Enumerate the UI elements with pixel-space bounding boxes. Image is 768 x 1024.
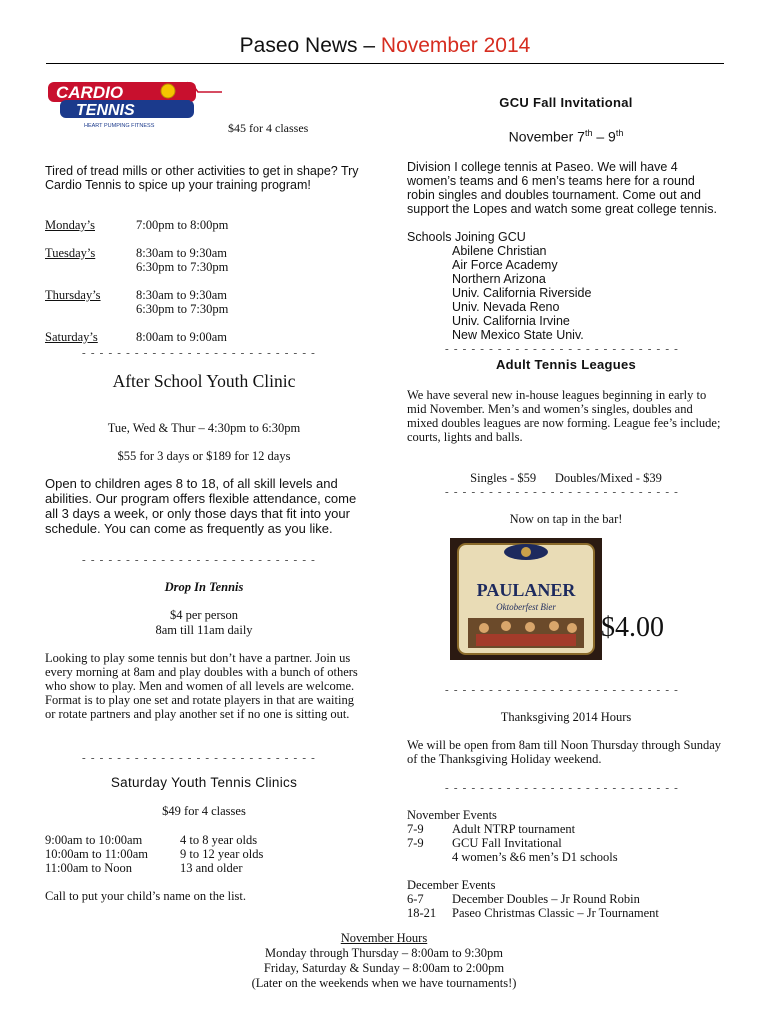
clinic-ages: 13 and older bbox=[180, 861, 243, 875]
event-dates: 7-9 bbox=[407, 822, 424, 836]
cardio-intro: Tired of tread mills or other activities to get in shape? Try Cardio Tennis to spice up your training program! bbox=[45, 164, 359, 192]
event-row bbox=[407, 836, 725, 850]
beer-scene-crowd bbox=[476, 634, 576, 646]
beer-scene-figure bbox=[525, 622, 535, 632]
december-events bbox=[407, 878, 725, 920]
title-prefix: Paseo News – bbox=[239, 34, 381, 57]
schedule-row bbox=[45, 218, 363, 232]
youth-clinic-body: Open to children ages 8 to 18, of all skill levels and abilities. Our program offers flexible attendance, come all 3 days a week, or only those days that fit into your schedule. You can come as frequently as you like. bbox=[45, 476, 357, 536]
beer-price: $4.00 bbox=[601, 612, 664, 643]
title-month: November 2014 bbox=[380, 34, 531, 57]
november-events-title: November Events bbox=[407, 808, 497, 822]
school-item: Air Force Academy bbox=[452, 258, 558, 272]
beer-sub: Oktoberfest Bier bbox=[496, 602, 556, 612]
cardio-schedule bbox=[45, 218, 363, 344]
november-hours bbox=[40, 931, 728, 991]
event-name: Adult NTRP tournament bbox=[452, 822, 576, 836]
divider: - - - - - - - - - - - - - - - - - - - - - - - - - - - bbox=[445, 684, 680, 696]
event-row bbox=[407, 850, 725, 864]
logo-word2: TENNIS bbox=[76, 102, 135, 119]
event-name: 4 women’s &6 men’s D1 schools bbox=[452, 850, 618, 864]
beer-scene-figure bbox=[567, 623, 577, 633]
gcu-title: GCU Fall Invitational bbox=[499, 95, 633, 110]
saturday-clinics-note: Call to put your child’s name on the list. bbox=[45, 889, 247, 903]
bar-text: Now on tap in the bar! bbox=[509, 512, 623, 526]
thanksgiving-title: Thanksgiving 2014 Hours bbox=[500, 710, 632, 724]
event-name: December Doubles – Jr Round Robin bbox=[452, 892, 640, 906]
event-dates: 18-21 bbox=[407, 906, 437, 920]
school-item: Univ. California Riverside bbox=[452, 286, 592, 300]
event-row bbox=[407, 906, 725, 920]
clinic-time: 10:00am to 11:00am bbox=[45, 847, 148, 861]
schedule-day: Thursday’s bbox=[45, 288, 101, 302]
schedule-time: 8:00am to 9:00am bbox=[136, 330, 227, 344]
clinic-row bbox=[45, 861, 363, 875]
beer-brand: PAULANER bbox=[476, 580, 576, 600]
schedule-row bbox=[45, 302, 363, 316]
beer-scene-figure bbox=[479, 623, 489, 633]
beer-scene-figure bbox=[501, 621, 511, 631]
event-dates: 6-7 bbox=[407, 892, 424, 906]
paulaner-beer-image bbox=[450, 538, 602, 660]
divider: - - - - - - - - - - - - - - - - - - - - - - - - - - - bbox=[445, 486, 680, 498]
gcu-dates bbox=[407, 124, 725, 146]
leagues-prices: Singles - $59 Doubles/Mixed - $39 bbox=[470, 471, 662, 485]
clinic-row bbox=[45, 847, 363, 861]
drop-in-title: Drop In Tennis bbox=[164, 580, 244, 594]
clinic-row bbox=[45, 833, 363, 847]
november-hours-line: (Later on the weekends when we have tournaments!) bbox=[251, 976, 517, 990]
gcu-date-start-sup: th bbox=[584, 128, 593, 138]
schedule-day: Saturday’s bbox=[45, 330, 98, 344]
divider: - - - - - - - - - - - - - - - - - - - - - - - - - - - bbox=[445, 782, 680, 794]
header-rule bbox=[46, 63, 724, 64]
schedule-row bbox=[45, 330, 363, 344]
saturday-clinics-price: $49 for 4 classes bbox=[162, 804, 246, 818]
cardio-price: $45 for 4 classes bbox=[228, 121, 309, 135]
youth-clinic-title: After School Youth Clinic bbox=[112, 371, 296, 391]
schedule-time: 6:30pm to 7:30pm bbox=[136, 302, 229, 316]
drop-in-price: $4 per person bbox=[169, 608, 239, 622]
december-events-title: December Events bbox=[407, 878, 496, 892]
beer-crest-emblem bbox=[521, 547, 531, 557]
gcu-date-start: November 7 bbox=[508, 128, 585, 145]
schedule-time: 7:00pm to 8:00pm bbox=[136, 218, 229, 232]
school-item: New Mexico State Univ. bbox=[452, 328, 584, 342]
november-events bbox=[407, 808, 725, 864]
school-item: Northern Arizona bbox=[452, 272, 546, 286]
youth-clinic-price: $55 for 3 days or $189 for 12 days bbox=[117, 449, 291, 463]
schools-list bbox=[407, 244, 725, 342]
gcu-date-end-sup: th bbox=[615, 128, 624, 138]
page-title bbox=[46, 34, 724, 58]
divider: - - - - - - - - - - - - - - - - - - - - - - - - - - - bbox=[82, 554, 317, 566]
clinic-ages: 4 to 8 year olds bbox=[180, 833, 258, 847]
cardio-tennis-logo bbox=[46, 78, 224, 130]
drop-in-hours: 8am till 11am daily bbox=[155, 623, 253, 637]
november-hours-line: Monday through Thursday – 8:00am to 9:30pm bbox=[265, 946, 503, 960]
divider: - - - - - - - - - - - - - - - - - - - - - - - - - - - bbox=[82, 752, 317, 764]
event-dates: 7-9 bbox=[407, 836, 424, 850]
thanksgiving-body: We will be open from 8am till Noon Thursday through Sunday of the Thanksgiving Holiday weekend. bbox=[407, 738, 721, 766]
schedule-row bbox=[45, 260, 363, 274]
schools-label: Schools Joining GCU bbox=[407, 230, 526, 244]
gcu-schools bbox=[407, 230, 725, 342]
school-item: Univ. Nevada Reno bbox=[452, 300, 560, 314]
event-dates bbox=[407, 850, 452, 864]
schedule-time: 6:30pm to 7:30pm bbox=[136, 260, 229, 274]
school-item: Abilene Christian bbox=[452, 244, 547, 258]
clinic-time: 11:00am to Noon bbox=[45, 861, 133, 875]
november-hours-line: Friday, Saturday & Sunday – 8:00am to 2:00pm bbox=[263, 961, 505, 975]
schedule-day: Tuesday’s bbox=[45, 246, 96, 260]
tennis-ball-icon bbox=[161, 84, 175, 98]
school-item: Univ. California Irvine bbox=[452, 314, 570, 328]
youth-clinic-days: Tue, Wed & Thur – 4:30pm to 6:30pm bbox=[107, 421, 301, 435]
leagues-title: Adult Tennis Leagues bbox=[495, 357, 637, 372]
schedule-day: Monday’s bbox=[45, 218, 95, 232]
event-row bbox=[407, 892, 725, 906]
divider: - - - - - - - - - - - - - - - - - - - - - - - - - - - bbox=[82, 347, 317, 359]
event-name: Paseo Christmas Classic – Jr Tournament bbox=[452, 906, 659, 920]
logo-word1: CARDIO bbox=[56, 83, 124, 102]
clinic-time: 9:00am to 10:00am bbox=[45, 833, 143, 847]
schedule-row bbox=[45, 288, 363, 302]
schedule-time: 8:30am to 9:30am bbox=[136, 288, 227, 302]
saturday-clinics-title: Saturday Youth Tennis Clinics bbox=[110, 775, 298, 790]
saturday-clinics-table bbox=[45, 833, 363, 875]
drop-in-body: Looking to play some tennis but don’t have a partner. Join us every morning at 8am and play doubles with a bunch of others who show to play. Men and women of all levels are welcome. Format is to play one set and rotate players in that are waiting or rotate partners and play another set if no one is sitting out. bbox=[45, 651, 358, 721]
clinic-ages: 9 to 12 year olds bbox=[180, 847, 264, 861]
gcu-body: Division I college tennis at Paseo. We will have 4 women’s teams and 6 men’s teams here for a round robin singles and doubles tournament. Come out and support the Lopes and watch some great college tennis. bbox=[407, 160, 717, 216]
leagues-body: We have several new in-house leagues beginning in early to mid November. Men’s and women’s singles, doubles and mixed doubles leagues are now forming. League fee’s include; courts, lights and balls. bbox=[407, 388, 721, 444]
event-name: GCU Fall Invitational bbox=[452, 836, 562, 850]
event-row bbox=[407, 822, 725, 836]
logo-tagline: HEART PUMPING FITNESS bbox=[84, 123, 155, 129]
beer-scene-figure bbox=[549, 621, 559, 631]
schedule-row bbox=[45, 246, 363, 260]
gcu-date-sep: – 9 bbox=[592, 128, 616, 145]
divider: - - - - - - - - - - - - - - - - - - - - - - - - - - - bbox=[445, 343, 680, 355]
november-hours-title: November Hours bbox=[340, 931, 428, 945]
schedule-time: 8:30am to 9:30am bbox=[136, 246, 227, 260]
